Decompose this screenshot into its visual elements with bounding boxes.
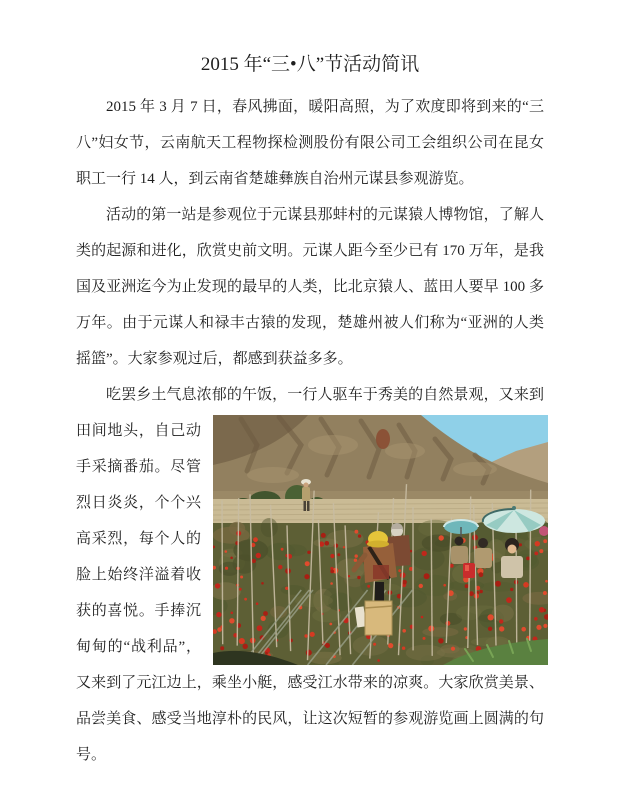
photo-red-bag (463, 563, 475, 578)
tomato-field-photo (213, 415, 548, 665)
paragraph-3-rest: 来到田间地头，自己动手采摘番茄。尽管烈日炎炎，个个兴高采烈，每个人的脸上始终洋溢着收获的喜悦。手捧沉甸甸的“战利品”，又来到了元江边上，乘坐小艇，感受江水带来的凉爽。大家欣赏美景、品尝美食、感受当地淳朴的民风，让这次短暂的参观游览画上圆满的句号。 (76, 387, 544, 763)
document-title: 2015 年“三•八”节活动简讯 (200, 54, 420, 75)
inline-photo-figure (213, 415, 548, 665)
paragraph-3-lead: 吃罢乡土气息浓郁的午饭，一行人驱车于秀美的自然景观，又 (106, 387, 514, 403)
paragraph-2: 活动的第一站是参观位于元谋县那蚌村的元谋猿人博物馆，了解人类的起源和进化，欣赏史前文明。元谋人距今至少已有 170 万年，是我国及亚洲迄今为止发现的最早的人类，比北京猿人、蓝田人要早 100 多万年。由于元谋人和禄丰古猿的发现，楚雄州被人们称为“亚洲的人类摇篮”。大家参观过后，都感到获益多多。 (76, 207, 544, 367)
paragraph-1: 2015 年 3 月 7 日，春风拂面，暖阳高照，为了欢度即将到来的“三八”妇女节，云南航天工程物探检测股份有限公司工会组织公司在昆女职工一行 14 人，到云南省楚雄彝族自治州元谋县参观游览。 (76, 99, 544, 187)
paragraph-3 (76, 377, 544, 773)
